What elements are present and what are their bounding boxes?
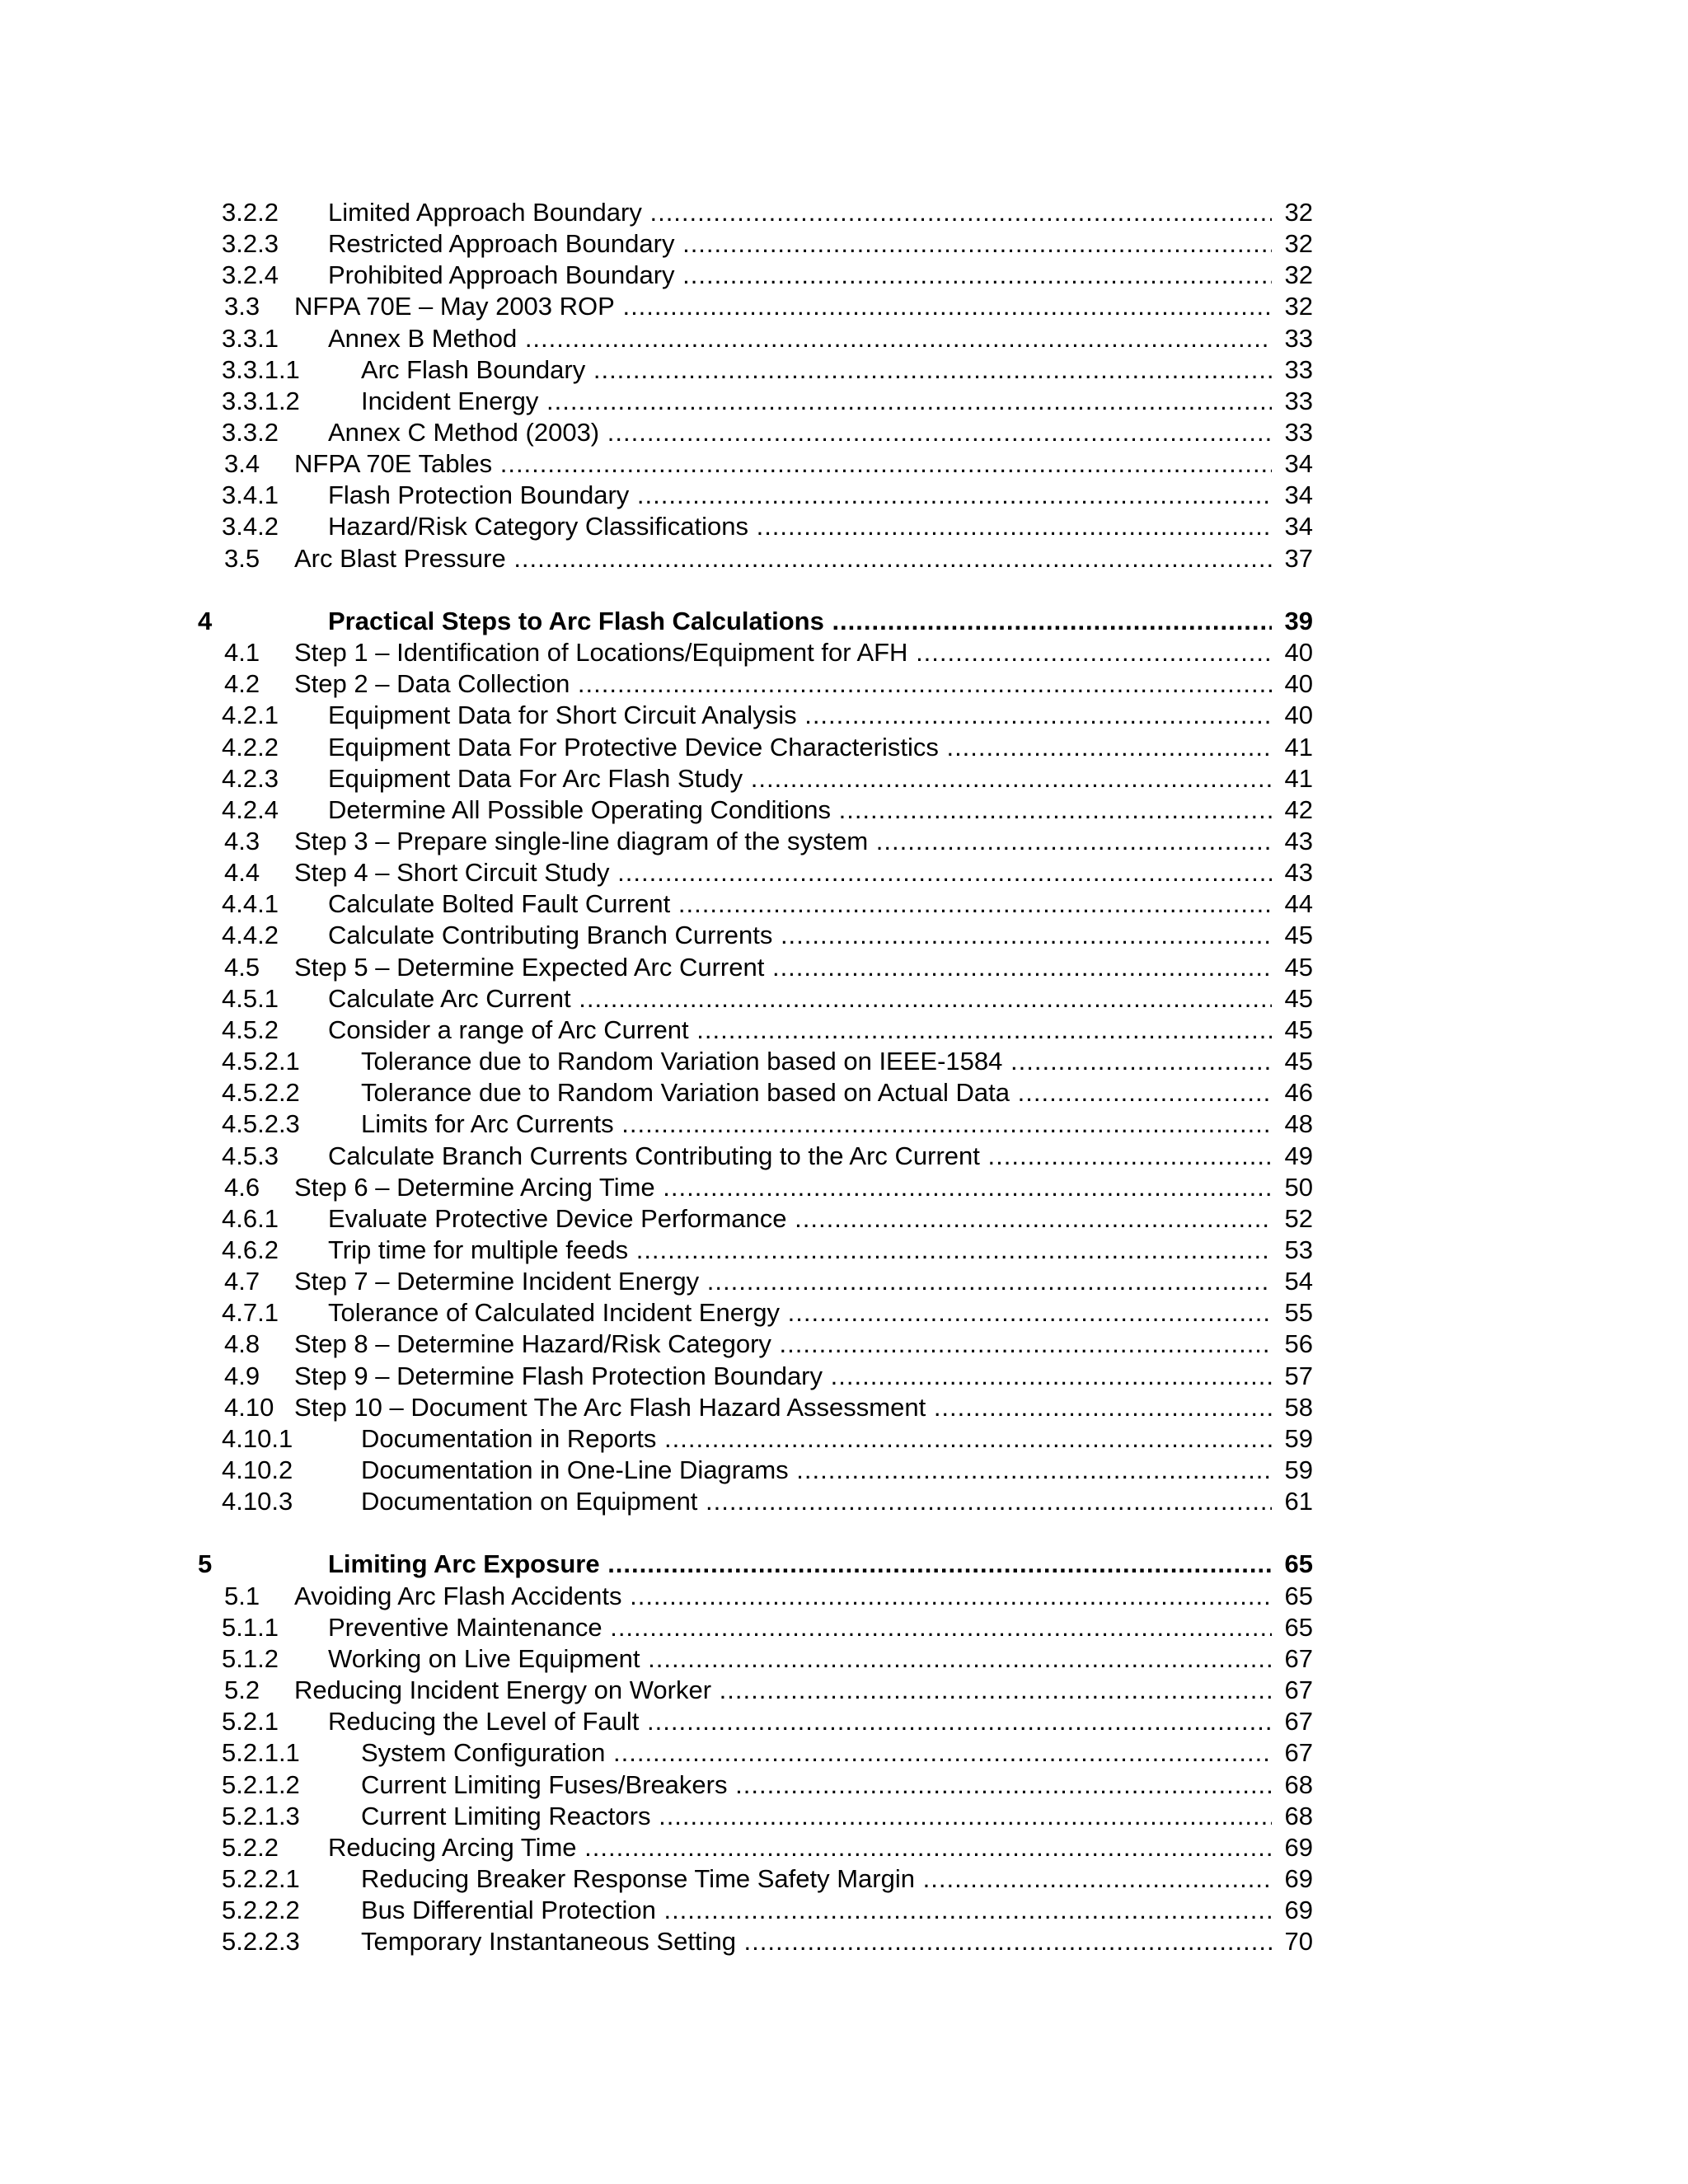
toc-entry-title: [361, 1863, 1272, 1895]
toc-entry[interactable]: [0, 952, 1688, 983]
toc-entry-title-text: Step 8 – Determine Hazard/Risk Category: [294, 1329, 771, 1358]
toc-entry-title: [328, 480, 1272, 511]
toc-entry[interactable]: [0, 1172, 1688, 1203]
toc-entry[interactable]: [0, 1612, 1688, 1643]
toc-entry-page-number: 32: [1284, 292, 1313, 321]
toc-entry-title: [328, 1643, 1272, 1675]
toc-entry-page-number: 54: [1284, 1267, 1313, 1296]
toc-entry-title-text: Working on Live Equipment: [328, 1644, 640, 1673]
toc-entry-number: 5.2.2.2: [222, 1896, 300, 1924]
toc-entry-title: [294, 543, 1272, 574]
toc-entry-number: 5.2.1: [222, 1707, 279, 1736]
toc-entry-title-text: Trip time for multiple feeds: [328, 1235, 629, 1264]
toc-entry[interactable]: [0, 448, 1688, 480]
toc-entry-number: 4.5.1: [222, 984, 279, 1013]
toc-entry-title-text: Restricted Approach Boundary: [328, 229, 675, 258]
toc-entry[interactable]: [0, 1643, 1688, 1675]
toc-entry-number: 3.5: [224, 544, 260, 573]
toc-entry[interactable]: [0, 260, 1688, 291]
toc-entry[interactable]: [0, 480, 1688, 511]
toc-entry-title-text: Step 3 – Prepare single-line diagram of the system: [294, 827, 869, 855]
toc-entry-page-number: 41: [1284, 764, 1313, 793]
toc-entry-title: [328, 1612, 1272, 1643]
toc-entry[interactable]: [0, 888, 1688, 920]
toc-entry-number: 5.1.2: [222, 1644, 279, 1673]
toc-entry-page-number: 57: [1284, 1361, 1313, 1390]
toc-entry-title: [328, 1235, 1272, 1266]
toc-entry-page-number: 39: [1284, 607, 1313, 635]
toc-entry-page-number: 65: [1284, 1582, 1313, 1610]
toc-entry-title: [294, 1266, 1272, 1297]
toc-entry[interactable]: [0, 1392, 1688, 1423]
toc-entry-number: 4.10.2: [222, 1455, 293, 1484]
toc-entry-number: 4.7: [224, 1267, 260, 1296]
toc-entry-title-text: Annex C Method (2003): [328, 418, 600, 447]
toc-entry-title-text: Bus Differential Protection: [361, 1896, 656, 1924]
toc-entry-page-number: 42: [1284, 795, 1313, 824]
toc-entry-title: [328, 732, 1272, 763]
toc-entry[interactable]: [0, 1895, 1688, 1926]
toc-entry[interactable]: [0, 1926, 1688, 1957]
toc-entry-title-text: Temporary Instantaneous Setting: [361, 1927, 736, 1956]
toc-entry-number: 5: [198, 1549, 213, 1578]
toc-entry-title-text: NFPA 70E Tables: [294, 449, 493, 478]
toc-entry-number: 4.10.3: [222, 1487, 293, 1516]
toc-entry-title: [328, 606, 1272, 637]
toc-entry-number: 3.4: [224, 449, 260, 478]
toc-entry-number: 4.5.2: [222, 1015, 279, 1044]
toc-entry-page-number: 44: [1284, 889, 1313, 918]
toc-entry[interactable]: [0, 1832, 1688, 1863]
toc-entry[interactable]: [0, 1077, 1688, 1108]
toc-entry-page-number: 69: [1284, 1864, 1313, 1893]
toc-entry-page-number: 68: [1284, 1770, 1313, 1799]
toc-entry-title: [294, 1329, 1272, 1360]
toc-entry-page-number: 33: [1284, 387, 1313, 415]
toc-entry-title-text: Reducing Incident Energy on Worker: [294, 1675, 712, 1704]
toc-entry-number: 3.4.2: [222, 512, 279, 541]
toc-entry-number: 4: [198, 607, 213, 635]
toc-entry-title: [328, 1203, 1272, 1235]
toc-entry[interactable]: [0, 700, 1688, 731]
toc-entry-page-number: 56: [1284, 1329, 1313, 1358]
toc-entry-title: [294, 1172, 1272, 1203]
toc-entry-title-text: Prohibited Approach Boundary: [328, 260, 675, 289]
toc-entry-page-number: 68: [1284, 1802, 1313, 1830]
toc-entry-page-number: 40: [1284, 638, 1313, 667]
toc-entry-page-number: 67: [1284, 1738, 1313, 1767]
toc-entry-page-number: 52: [1284, 1204, 1313, 1233]
toc-entry[interactable]: [0, 386, 1688, 417]
toc-entry[interactable]: [0, 857, 1688, 888]
toc-entry-title-text: Step 7 – Determine Incident Energy: [294, 1267, 700, 1296]
toc-entry-title: [294, 952, 1272, 983]
toc-entry-page-number: 58: [1284, 1393, 1313, 1422]
toc-entry-title: [328, 920, 1272, 951]
toc-entry-title-text: Tolerance of Calculated Incident Energy: [328, 1298, 780, 1327]
toc-entry-page-number: 32: [1284, 229, 1313, 258]
toc-entry-title-text: Equipment Data For Protective Device Characteristics: [328, 733, 939, 762]
toc-entry-page-number: 55: [1284, 1298, 1313, 1327]
toc-entry-title: [328, 1832, 1272, 1863]
toc-chapter-entry[interactable]: [0, 1549, 1688, 1580]
toc-entry-title: [361, 1801, 1272, 1832]
toc-entry-title-text: Tolerance due to Random Variation based on Actual Data: [361, 1078, 1010, 1107]
toc-entry-title: [361, 1077, 1272, 1108]
toc-entry-title: [328, 323, 1272, 354]
toc-entry-number: 4.2: [224, 669, 260, 698]
toc-entry-title-text: Limits for Arc Currents: [361, 1109, 614, 1138]
toc-entry-title-text: Step 10 – Document The Arc Flash Hazard Assessment: [294, 1393, 926, 1422]
toc-entry-title: [361, 1895, 1272, 1926]
toc-entry[interactable]: [0, 417, 1688, 448]
toc-entry[interactable]: [0, 197, 1688, 228]
toc-entry-title-text: Documentation in One-Line Diagrams: [361, 1455, 789, 1484]
toc-entry-title: [361, 1423, 1272, 1455]
toc-entry-title: [294, 1361, 1272, 1392]
toc-entry-number: 4.2.1: [222, 701, 279, 729]
toc-entry-title: [328, 1141, 1272, 1172]
toc-entry-page-number: 40: [1284, 669, 1313, 698]
toc-entry-number: 4.7.1: [222, 1298, 279, 1327]
toc-entry[interactable]: [0, 668, 1688, 700]
toc-entry-number: 4.3: [224, 827, 260, 855]
toc-entry-title-text: Tolerance due to Random Variation based on IEEE-1584: [361, 1047, 1003, 1076]
toc-entry-page-number: 61: [1284, 1487, 1313, 1516]
toc-entry-page-number: 46: [1284, 1078, 1313, 1107]
toc-entry-number: 4.5.3: [222, 1141, 279, 1170]
toc-entry[interactable]: [0, 1235, 1688, 1266]
toc-entry-title-text: Flash Protection Boundary: [328, 480, 630, 509]
toc-entry-page-number: 67: [1284, 1644, 1313, 1673]
toc-entry-title: [361, 1455, 1272, 1486]
toc-entry-title-text: Step 4 – Short Circuit Study: [294, 858, 610, 887]
toc-entry-page-number: 45: [1284, 953, 1313, 982]
toc-entry-number: 5.1.1: [222, 1613, 279, 1642]
toc-entry-title-text: Calculate Arc Current: [328, 984, 571, 1013]
toc-entry-title: [294, 1392, 1272, 1423]
toc-entry-title: [294, 857, 1272, 888]
toc-entry-page-number: 59: [1284, 1424, 1313, 1453]
toc-entry-page-number: 45: [1284, 984, 1313, 1013]
toc-entry-title-text: Evaluate Protective Device Performance: [328, 1204, 787, 1233]
toc-entry-page-number: 45: [1284, 1015, 1313, 1044]
toc-entry-number: 3.3.1: [222, 324, 279, 353]
toc-entry[interactable]: [0, 920, 1688, 951]
toc-entry-title: [294, 637, 1272, 668]
toc-entry-title: [294, 448, 1272, 480]
toc-entry-page-number: 65: [1284, 1613, 1313, 1642]
toc-entry-title-text: Annex B Method: [328, 324, 518, 353]
toc-entry-title-text: Equipment Data For Arc Flash Study: [328, 764, 743, 793]
toc-entry-number: 4.6: [224, 1173, 260, 1202]
toc-entry-title-text: Avoiding Arc Flash Accidents: [294, 1582, 622, 1610]
toc-entry-number: 5.2.2: [222, 1833, 279, 1862]
toc-entry-title: [361, 386, 1272, 417]
toc-entry-page-number: 65: [1284, 1549, 1313, 1578]
toc-entry-number: 3.2.4: [222, 260, 279, 289]
toc-entry-page-number: 33: [1284, 418, 1313, 447]
toc-entry-title-text: Incident Energy: [361, 387, 539, 415]
toc-entry-page-number: 70: [1284, 1927, 1313, 1956]
toc-entry-title: [294, 1675, 1272, 1706]
toc-entry-number: 5.2.2.1: [222, 1864, 300, 1893]
toc-entry-title-text: Reducing Breaker Response Time Safety Margin: [361, 1864, 915, 1893]
toc-entry-number: 3.3: [224, 292, 260, 321]
toc-entry[interactable]: [0, 1108, 1688, 1140]
toc-entry-page-number: 69: [1284, 1896, 1313, 1924]
toc-entry-page-number: 34: [1284, 449, 1313, 478]
toc-entry-page-number: 34: [1284, 512, 1313, 541]
toc-entry[interactable]: [0, 1329, 1688, 1360]
toc-entry[interactable]: [0, 1737, 1688, 1769]
toc-entry[interactable]: [0, 543, 1688, 574]
toc-entry-number: 3.2.3: [222, 229, 279, 258]
toc-entry-title-text: Calculate Bolted Fault Current: [328, 889, 671, 918]
toc-entry-title: [328, 700, 1272, 731]
toc-entry-title: [328, 888, 1272, 920]
toc-entry-number: 4.10.1: [222, 1424, 293, 1453]
toc-entry[interactable]: [0, 983, 1688, 1015]
toc-entry-title-text: Reducing Arcing Time: [328, 1833, 577, 1862]
toc-entry-page-number: 33: [1284, 355, 1313, 384]
toc-entry-number: 4.5: [224, 953, 260, 982]
toc-entry-page-number: 67: [1284, 1675, 1313, 1704]
toc-entry-title: [328, 1297, 1272, 1329]
toc-entry-title-text: Reducing the Level of Fault: [328, 1707, 640, 1736]
toc-entry-page-number: 41: [1284, 733, 1313, 762]
toc-entry-title: [328, 1549, 1272, 1580]
toc-entry-number: 4.1: [224, 638, 260, 667]
toc-entry-title: [328, 417, 1272, 448]
toc-entry-number: 4.4.1: [222, 889, 279, 918]
toc-entry-title: [328, 228, 1272, 260]
toc-entry-title-text: Step 6 – Determine Arcing Time: [294, 1173, 655, 1202]
toc-entry[interactable]: [0, 1769, 1688, 1801]
toc-entry-number: 4.5.2.3: [222, 1109, 300, 1138]
toc-entry-number: 4.9: [224, 1361, 260, 1390]
toc-entry-number: 3.3.2: [222, 418, 279, 447]
toc-entry-page-number: 43: [1284, 827, 1313, 855]
toc-entry-title-text: Current Limiting Reactors: [361, 1802, 651, 1830]
toc-entry-number: 5.2.1.2: [222, 1770, 300, 1799]
toc-entry[interactable]: [0, 1863, 1688, 1895]
toc-entry-page-number: 32: [1284, 260, 1313, 289]
toc-entry-title-text: NFPA 70E – May 2003 ROP: [294, 292, 615, 321]
toc-entry-page-number: 53: [1284, 1235, 1313, 1264]
toc-entry-page-number: 59: [1284, 1455, 1313, 1484]
toc-entry[interactable]: [0, 228, 1688, 260]
toc-entry[interactable]: [0, 732, 1688, 763]
toc-entry-title-text: Calculate Contributing Branch Currents: [328, 921, 773, 949]
toc-entry[interactable]: [0, 1675, 1688, 1706]
toc-entry-number: 5.2.1.3: [222, 1802, 300, 1830]
toc-entry[interactable]: [0, 323, 1688, 354]
toc-entry-number: 4.2.3: [222, 764, 279, 793]
toc-entry-number: 4.4: [224, 858, 260, 887]
toc-entry-number: 5.2.2.3: [222, 1927, 300, 1956]
toc-entry-number: 4.2.4: [222, 795, 279, 824]
toc-entry-page-number: 43: [1284, 858, 1313, 887]
toc-entry[interactable]: [0, 1581, 1688, 1612]
toc-entry-title: [361, 1486, 1272, 1517]
toc-entry-title: [361, 1046, 1272, 1077]
toc-entry-title: [361, 1108, 1272, 1140]
toc-entry-number: 4.2.2: [222, 733, 279, 762]
toc-entry[interactable]: [0, 1297, 1688, 1329]
toc-entry-title: [328, 511, 1272, 542]
toc-entry-title-text: Limited Approach Boundary: [328, 198, 642, 227]
toc-entry-number: 3.2.2: [222, 198, 279, 227]
toc-entry-number: 4.5.2.1: [222, 1047, 300, 1076]
toc-entry-title-text: Hazard/Risk Category Classifications: [328, 512, 748, 541]
toc-entry-title-text: Consider a range of Arc Current: [328, 1015, 689, 1044]
toc-entry-title-text: Arc Blast Pressure: [294, 544, 506, 573]
toc-entry-title-text: Step 5 – Determine Expected Arc Current: [294, 953, 765, 982]
toc-entry-title-text: Current Limiting Fuses/Breakers: [361, 1770, 728, 1799]
toc-entry-title: [294, 1581, 1272, 1612]
toc-entry[interactable]: [0, 1046, 1688, 1077]
toc-entry-title-text: Preventive Maintenance: [328, 1613, 603, 1642]
toc-entry-title-text: Calculate Branch Currents Contributing to the Arc Current: [328, 1141, 980, 1170]
toc-entry-page-number: 32: [1284, 198, 1313, 227]
toc-entry-title: [328, 1015, 1272, 1046]
toc-entry-page-number: 33: [1284, 324, 1313, 353]
toc-entry-page-number: 49: [1284, 1141, 1313, 1170]
toc-entry-title: [328, 983, 1272, 1015]
toc-entry-title-text: System Configuration: [361, 1738, 606, 1767]
toc-entry-page-number: 67: [1284, 1707, 1313, 1736]
toc-entry-number: 4.6.1: [222, 1204, 279, 1233]
toc-entry-number: 5.2: [224, 1675, 260, 1704]
toc-entry-title-text: Arc Flash Boundary: [361, 355, 586, 384]
toc-entry-page-number: 48: [1284, 1109, 1313, 1138]
toc-entry-number: 4.10: [224, 1393, 274, 1422]
toc-entry-number: 3.4.1: [222, 480, 279, 509]
toc-entry-page-number: 69: [1284, 1833, 1313, 1862]
toc-entry-number: 5.2.1.1: [222, 1738, 300, 1767]
toc-entry[interactable]: [0, 1423, 1688, 1455]
toc-entry[interactable]: [0, 511, 1688, 542]
toc-entry-page-number: 45: [1284, 921, 1313, 949]
toc-entry-number: 3.3.1.1: [222, 355, 300, 384]
toc-entry-title-text: Practical Steps to Arc Flash Calculations: [328, 607, 824, 635]
toc-entry-number: 5.1: [224, 1582, 260, 1610]
toc-entry-title: [361, 1737, 1272, 1769]
toc-entry-title-text: Determine All Possible Operating Conditions: [328, 795, 831, 824]
toc-entry[interactable]: [0, 1203, 1688, 1235]
toc-entry-title-text: Step 1 – Identification of Locations/Equipment for AFH: [294, 638, 908, 667]
toc-entry[interactable]: [0, 1706, 1688, 1737]
toc-entry[interactable]: [0, 1361, 1688, 1392]
toc-entry-title: [361, 1769, 1272, 1801]
toc-entry-title-text: Equipment Data for Short Circuit Analysis: [328, 701, 797, 729]
toc-entry-title: [294, 826, 1272, 857]
toc-entry[interactable]: [0, 1486, 1688, 1517]
toc-entry[interactable]: [0, 354, 1688, 386]
toc-entry-number: 4.5.2.2: [222, 1078, 300, 1107]
toc-entry-title-text: Documentation on Equipment: [361, 1487, 698, 1516]
toc-entry-title-text: Step 2 – Data Collection: [294, 669, 570, 698]
toc-entry-page-number: 40: [1284, 701, 1313, 729]
toc-entry-title: [328, 794, 1272, 826]
toc-entry[interactable]: [0, 1141, 1688, 1172]
toc-entry-title: [294, 668, 1272, 700]
toc-entry[interactable]: [0, 763, 1688, 794]
toc-entry[interactable]: [0, 1455, 1688, 1486]
toc-entry-title: [361, 354, 1272, 386]
toc-entry-title: [328, 197, 1272, 228]
toc-entry[interactable]: [0, 794, 1688, 826]
toc-entry-title: [294, 291, 1272, 322]
toc-entry-page-number: 45: [1284, 1047, 1313, 1076]
toc-entry[interactable]: [0, 637, 1688, 668]
toc-entry-title-text: Step 9 – Determine Flash Protection Boundary: [294, 1361, 823, 1390]
toc-entry-page-number: 37: [1284, 544, 1313, 573]
toc-entry[interactable]: [0, 1266, 1688, 1297]
toc-entry-number: 3.3.1.2: [222, 387, 300, 415]
toc-entry[interactable]: [0, 1015, 1688, 1046]
toc-entry-title: [328, 763, 1272, 794]
toc-entry[interactable]: [0, 291, 1688, 322]
toc-entry-title: [328, 260, 1272, 291]
toc-entry-page-number: 34: [1284, 480, 1313, 509]
toc-entry-number: 4.8: [224, 1329, 260, 1358]
toc-entry-title-text: Documentation in Reports: [361, 1424, 657, 1453]
toc-entry[interactable]: [0, 1801, 1688, 1832]
toc-entry-number: 4.4.2: [222, 921, 279, 949]
toc-entry-title-text: Limiting Arc Exposure: [328, 1549, 600, 1578]
toc-chapter-entry[interactable]: [0, 606, 1688, 637]
toc-entry-page-number: 50: [1284, 1173, 1313, 1202]
toc-entry[interactable]: [0, 826, 1688, 857]
toc-entry-title: [361, 1926, 1272, 1957]
toc-entry-title: [328, 1706, 1272, 1737]
toc-entry-number: 4.6.2: [222, 1235, 279, 1264]
